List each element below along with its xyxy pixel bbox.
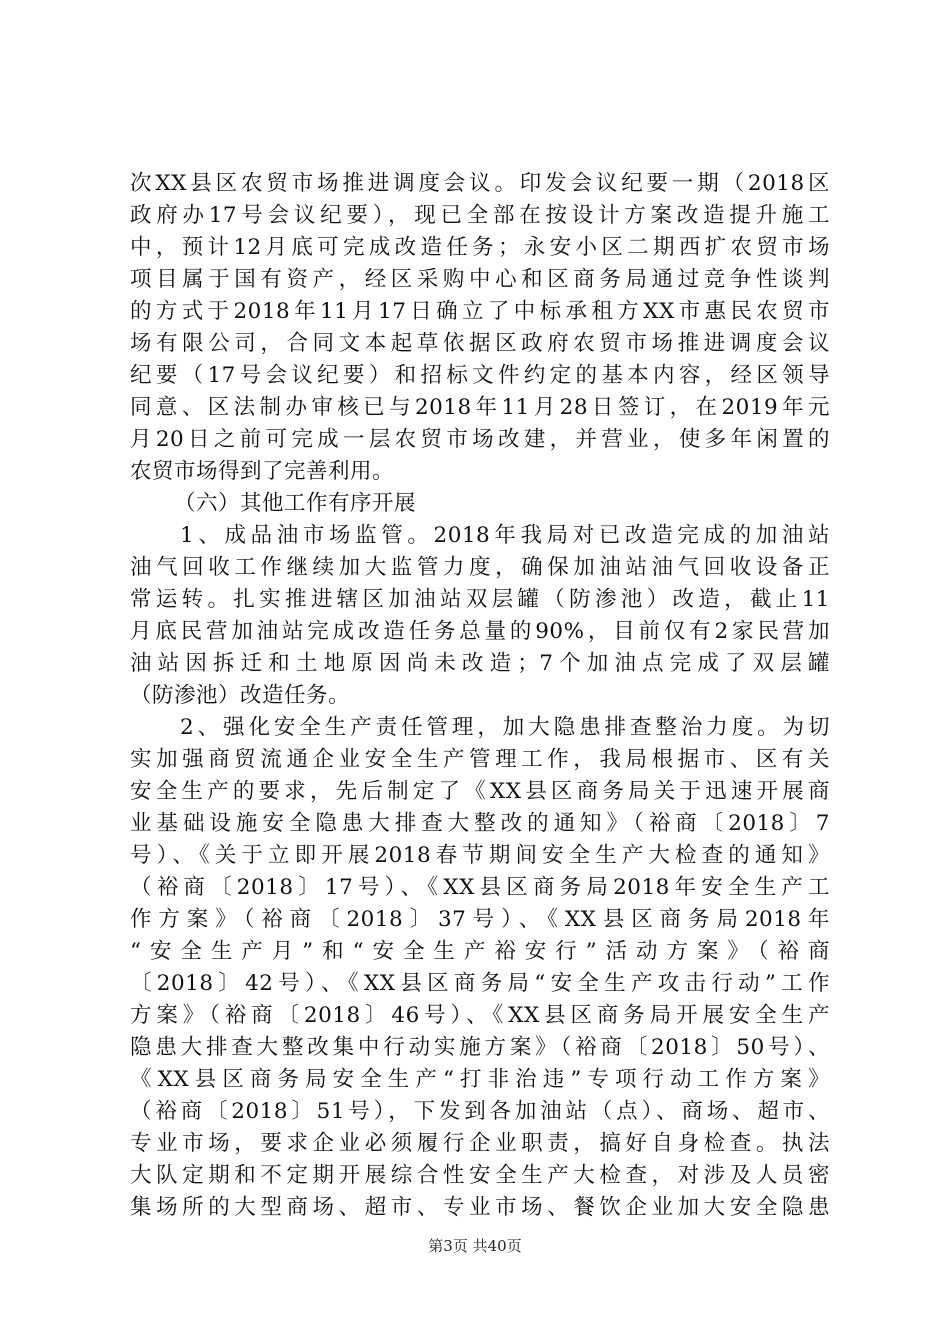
text-line: 中，预计12月底可完成改造任务；永安小区二期西扩农贸市场 [130,235,830,260]
text-line: 项目属于国有资产，经区采购中心和区商务局通过竞争性谈判 [130,267,830,292]
text-line: 的方式于2018年11月17日确立了中标承租方XX市惠民农贸市 [130,299,830,324]
text-line: 〔2018〕42号）、《XX县区商务局“安全生产攻击行动”工作 [130,971,830,996]
text-line: 月底民营加油站完成改造任务总量的90%，目前仅有2家民营加 [130,619,830,644]
text-line: “安全生产月”和“安全生产裕安行”活动方案》（裕商 [130,939,830,964]
text-line: 大队定期和不定期开展综合性安全生产大检查，对涉及人员密 [130,1163,830,1188]
text-line: 1、成品油市场监管。2018年我局对已改造完成的加油站 [180,523,830,548]
text-line: 安全生产的要求，先后制定了《XX县区商务局关于迅速开展商 [130,779,830,804]
text-line: 《XX县区商务局安全生产“打非治违”专项行动工作方案》 [130,1067,830,1092]
text-line: 实加强商贸流通企业安全生产管理工作，我局根据市、区有关 [130,747,830,772]
text-line: 专业市场，要求企业必须履行企业职责，搞好自身检查。执法 [130,1131,830,1156]
text-line: 同意、区法制办审核已与2018年11月28日签订，在2019年元 [130,395,830,420]
text-line: 油站因拆迁和土地原因尚未改造；7个加油点完成了双层罐 [130,651,830,676]
text-line: 集场所的大型商场、超市、专业市场、餐饮企业加大安全隐患 [130,1195,830,1220]
text-line: （防渗池）改造任务。 [130,683,351,708]
text-line: 次XX县区农贸市场推进调度会议。印发会议纪要一期（2018区 [130,171,830,196]
text-line: （裕商〔2018〕51号），下发到各加油站（点）、商场、超市、 [130,1099,830,1124]
text-line: 业基础设施安全隐患大排查大整改的通知》（裕商〔2018〕7 [130,811,830,836]
text-line: （裕商〔2018〕17号）、《XX县区商务局2018年安全生产工 [130,875,830,900]
text-line: 常运转。扎实推进辖区加油站双层罐（防渗池）改造，截止11 [130,587,830,612]
text-line: 作方案》（裕商〔2018〕37号）、《XX县区商务局2018年 [130,907,830,932]
text-line: 政府办17号会议纪要），现已全部在按设计方案改造提升施工 [130,203,830,228]
text-line: 油气回收工作继续加大监管力度，确保加油站油气回收设备正 [130,555,830,580]
text-line: 隐患大排查大整改集中行动实施方案》（裕商〔2018〕50号）、 [130,1035,830,1060]
text-line: 号）、《关于立即开展2018春节期间安全生产大检查的通知》 [130,843,830,868]
section-heading: （六）其他工作有序开展 [174,491,417,516]
text-line: 纪要（17号会议纪要）和招标文件约定的基本内容，经区领导 [130,363,830,388]
text-line: 月20日之前可完成一层农贸市场改建，并营业，使多年闲置的 [130,427,830,452]
text-line: 场有限公司，合同文本起草依据区政府农贸市场推进调度会议 [130,331,830,356]
text-line: 2、强化安全生产责任管理，加大隐患排查整治力度。为切 [180,715,830,740]
text-line: 方案》（裕商〔2018〕46号）、《XX县区商务局开展安全生产 [130,1003,830,1028]
page-number-footer: 第3页 共40页 [428,1237,522,1255]
body-text [130,168,830,1224]
text-line: 农贸市场得到了完善利用。 [130,459,395,484]
